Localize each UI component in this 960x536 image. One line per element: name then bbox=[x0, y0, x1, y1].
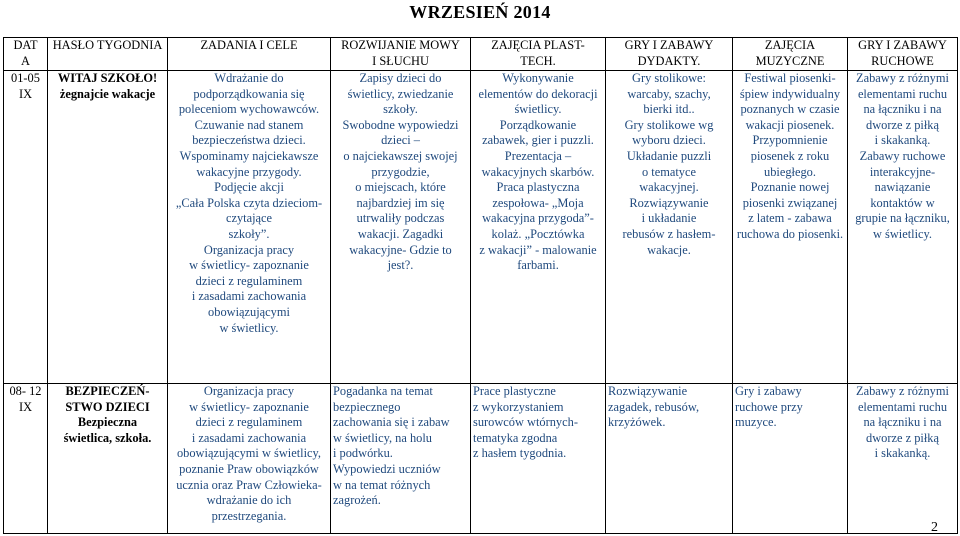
header-speech: ROZWIJANIE MOWY I SŁUCHU bbox=[331, 38, 471, 71]
header-motto: HASŁO TYGODNIA bbox=[48, 38, 168, 71]
row-speech: Zapisy dzieci do świetlicy, zwiedzanie szkoły. Swobodne wypowiedzi dzieci – o najciekawszej swojej przygodzie, o miejscach, które najbardziej im się utrwaliły podczas wakacji. Zagadki wakacyjne- Gdzie to jest?. bbox=[331, 71, 471, 384]
header-tasks: ZADANIA I CELE bbox=[168, 38, 331, 71]
row-movement: Zabawy z różnymi elementami ruchu na łączniku i na dworze z piłką i skakanką. Zabawy ruchowe interakcyjne- nawiązanie kontaktów w grupie na łączniku, w świetlicy. bbox=[848, 71, 958, 384]
row-movement: Zabawy z różnymi elementami ruchu na łączniku i na dworze z piłką i skakanką. bbox=[848, 384, 958, 534]
schedule-table bbox=[3, 37, 958, 534]
row-speech: Pogadanka na temat bezpiecznego zachowania się i zabaw w świetlicy, na holu i podwórku. Wypowiedzi uczniów w na temat różnych zagrożeń. bbox=[331, 384, 471, 534]
header-didactic: GRY I ZABAWY DYDAKTY. bbox=[606, 38, 733, 71]
table-row bbox=[4, 384, 958, 534]
row-date: 01-05 IX bbox=[4, 71, 48, 384]
row-music: Festiwal piosenki- śpiew indywidualny poznanych w czasie wakacji piosenek. Przypomnienie piosenek z roku ubiegłego. Poznanie nowej piosenki związanej z latem - zabawa ruchowa do piosenki. bbox=[733, 71, 848, 384]
page-title: WRZESIEŃ 2014 bbox=[409, 2, 551, 22]
row-tasks: Wdrażanie do podporządkowania się poleceniom wychowawców. Czuwanie nad stanem bezpieczeństwa dzieci. Wspominamy najciekawsze wakacyjne przygody. Podjęcie akcji „Cała Polska czyta dzieciom- czytające szkoły”. Organizacja pracy w świetlicy- zapoznanie dzieci z regulaminem i zasadami zachowania obowiązującymi w świetlicy. bbox=[168, 71, 331, 384]
page-number: 2 bbox=[931, 520, 938, 535]
header-movement: GRY I ZABAWY RUCHOWE bbox=[848, 38, 958, 71]
row-art: Wykonywanie elementów do dekoracji świetlicy. Porządkowanie zabawek, gier i puzzli. Prezentacja – wakacyjnych skarbów. Praca plastyczna zespołowa- „Moja wakacyjna przygoda”- kolaż. „Pocztówka z wakacji” - malowanie farbami. bbox=[471, 71, 606, 384]
row-motto: BEZPIECZEŃ- STWO DZIECI Bezpieczna świetlica, szkoła. bbox=[48, 384, 168, 534]
row-didactic: Gry stolikowe: warcaby, szachy, bierki itd.. Gry stolikowe wg wyboru dzieci. Układanie puzzli o tematyce wakacyjnej. Rozwiązywanie i układanie rebusów z hasłem- wakacje. bbox=[606, 71, 733, 384]
header-art: ZAJĘCIA PLAST- TECH. bbox=[471, 38, 606, 71]
table-row bbox=[4, 71, 958, 384]
row-art: Prace plastyczne z wykorzystaniem surowców wtórnych- tematyka zgodna z hasłem tygodnia. bbox=[471, 384, 606, 534]
row-date: 08- 12 IX bbox=[4, 384, 48, 534]
header-date: DAT A bbox=[4, 38, 48, 71]
header-music: ZAJĘCIA MUZYCZNE bbox=[733, 38, 848, 71]
row-motto: WITAJ SZKOŁO! żegnajcie wakacje bbox=[48, 71, 168, 384]
header-row bbox=[4, 38, 958, 71]
row-tasks: Organizacja pracy w świetlicy- zapoznanie dzieci z regulaminem i zasadami zachowania obowiązującymi w świetlicy, poznanie Praw obowiązków ucznia oraz Praw Człowieka- wdrażanie do ich przestrzegania. bbox=[168, 384, 331, 534]
row-music: Gry i zabawy ruchowe przy muzyce. bbox=[733, 384, 848, 534]
row-didactic: Rozwiązywanie zagadek, rebusów, krzyżówek. bbox=[606, 384, 733, 534]
